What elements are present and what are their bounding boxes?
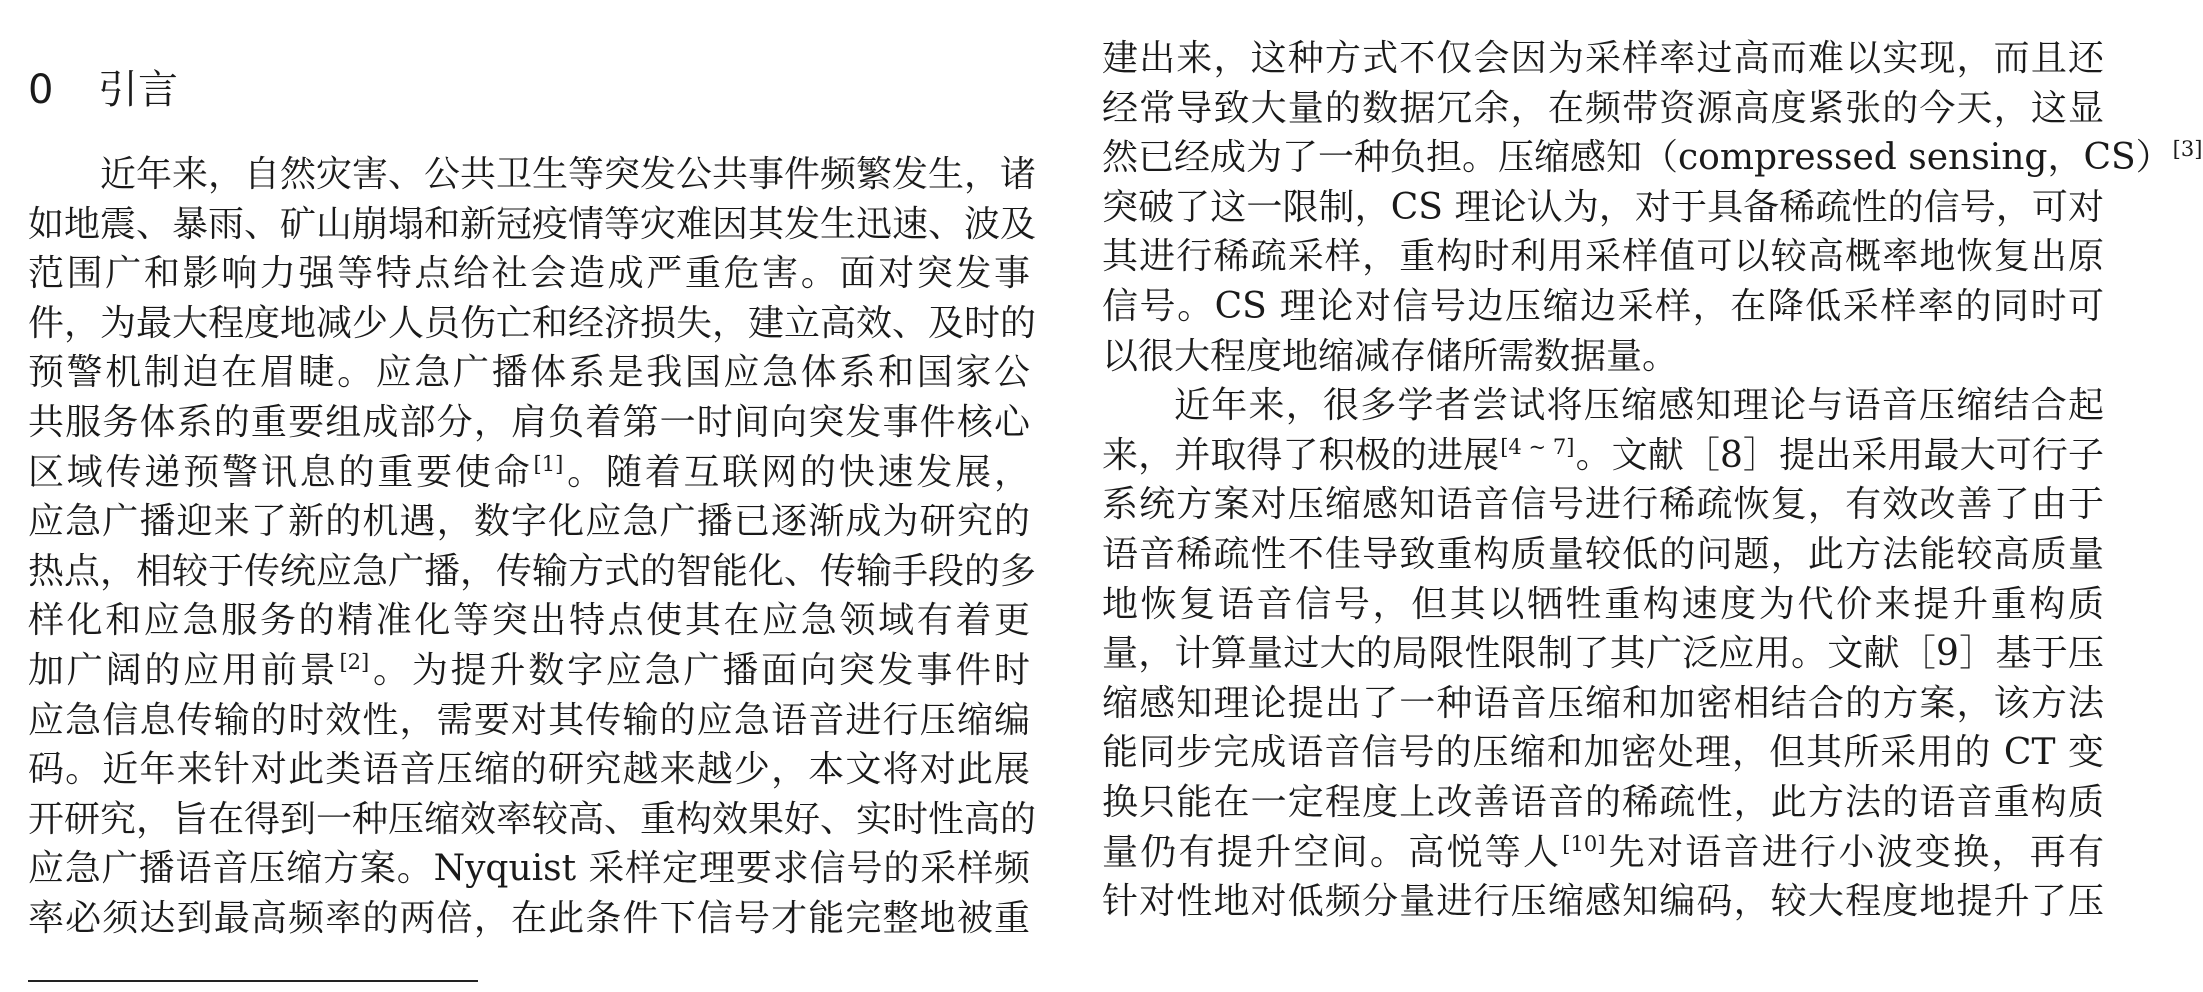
paragraph-line: 码。近年来针对此类语音压缩的研究越来越少，本文将对此展 — [28, 749, 1030, 791]
paragraph-line: 系统方案对压缩感知语音信号进行稀疏恢复，有效改善了由于 — [1102, 484, 2104, 526]
section-title: 引言 — [98, 67, 178, 113]
citation-ref: [4 ~ 7] — [1500, 434, 1575, 459]
paragraph-line: 范围广和影响力强等特点给社会造成严重危害。面对突发事 — [28, 253, 1030, 295]
paragraph-line: 共服务体系的重要组成部分，肩负着第一时间向突发事件核心 — [28, 401, 1030, 443]
paragraph-line: 突破了这一限制，CS 理论认为，对于具备稀疏性的信号，可对 — [1102, 186, 2104, 228]
paragraph-line: 能同步完成语音信号的压缩和加密处理，但其所采用的 CT 变 — [1102, 732, 2104, 774]
paragraph-line: 应急广播语音压缩方案。Nyquist 采样定理要求信号的采样频 — [28, 848, 1030, 890]
paragraph-line: 件，为最大程度地减少人员伤亡和经济损失，建立高效、及时的 — [28, 302, 1037, 344]
paragraph-line: 量仍有提升空间。高悦等人[10]先对语音进行小波变换，再有 — [1102, 831, 2104, 873]
section-heading — [28, 62, 178, 118]
paragraph-line: 近年来，自然灾害、公共卫生等突发公共事件频繁发生，诸 — [100, 154, 1037, 195]
paragraph-line: 应急广播迎来了新的机遇，数字化应急广播已逐渐成为研究的 — [28, 501, 1030, 543]
citation-ref: [3] — [2172, 137, 2203, 162]
paragraph-line: 地恢复语音信号，但其以牺牲重构速度为代价来提升重构质 — [1102, 583, 2104, 625]
citation-ref: [10] — [1562, 831, 1606, 856]
paragraph-line: 语音稀疏性不佳导致重构质量较低的问题，此方法能较高质量 — [1102, 533, 2104, 575]
paragraph-line: 区域传递预警讯息的重要使命[1]。随着互联网的快速发展， — [28, 451, 1030, 493]
paragraph-line: 来，并取得了积极的进展[4 ~ 7]。文献［8］提出采用最大可行子 — [1102, 434, 2104, 476]
paragraph-line: 信号。CS 理论对信号边压缩边采样，在降低采样率的同时可 — [1102, 285, 2104, 327]
paragraph-line: 建出来，这种方式不仅会因为采样率过高而难以实现，而且还 — [1102, 38, 2104, 79]
right-column — [1102, 34, 2203, 927]
paragraph-line: 经常导致大量的数据冗余，在频带资源高度紧张的今天，这显 — [1102, 87, 2104, 129]
paragraph-line: 开研究，旨在得到一种压缩效率较高、重构效果好、实时性高的 — [28, 798, 1037, 840]
left-column — [28, 150, 1037, 944]
paragraph-line: 如地震、暴雨、矿山崩塌和新冠疫情等灾难因其发生迅速、波及 — [28, 203, 1037, 245]
paragraph-line: 加广阔的应用前景[2]。为提升数字应急广播面向突发事件时 — [28, 649, 1030, 691]
citation-ref: [1] — [533, 451, 564, 476]
paragraph-line: 样化和应急服务的精准化等突出特点使其在应急领域有着更 — [28, 600, 1030, 642]
paragraph-line: 以很大程度地缩减存储所需数据量。 — [1102, 335, 1679, 377]
paragraph-line: 换只能在一定程度上改善语音的稀疏性，此方法的语音重构质 — [1102, 781, 2104, 823]
paragraph-line: 热点，相较于传统应急广播，传输方式的智能化、传输手段的多 — [28, 550, 1037, 592]
paragraph-line: 率必须达到最高频率的两倍，在此条件下信号才能完整地被重 — [28, 897, 1030, 939]
paragraph-line: 应急信息传输的时效性，需要对其传输的应急语音进行压缩编 — [28, 699, 1030, 741]
paragraph-line: 然已经成为了一种负担。压缩感知（compressed sensing，CS）[3] — [1102, 137, 2203, 179]
paragraph-line: 近年来，很多学者尝试将压缩感知理论与语音压缩结合起 — [1174, 385, 2104, 427]
paragraph-line: 量，计算量过大的局限性限制了其广泛应用。文献［9］基于压 — [1102, 633, 2104, 675]
paragraph-line: 缩感知理论提出了一种语音压缩和加密相结合的方案，该方法 — [1102, 682, 2104, 724]
citation-ref: [2] — [339, 649, 370, 674]
paragraph-line: 针对性地对低频分量进行压缩感知编码，较大程度地提升了压 — [1102, 881, 2104, 923]
paragraph-line: 其进行稀疏采样，重构时利用采样值可以较高概率地恢复出原 — [1102, 236, 2104, 278]
section-number: 0 — [28, 67, 54, 113]
footnote-divider — [28, 980, 478, 982]
paragraph-line: 预警机制迫在眉睫。应急广播体系是我国应急体系和国家公 — [28, 352, 1030, 394]
